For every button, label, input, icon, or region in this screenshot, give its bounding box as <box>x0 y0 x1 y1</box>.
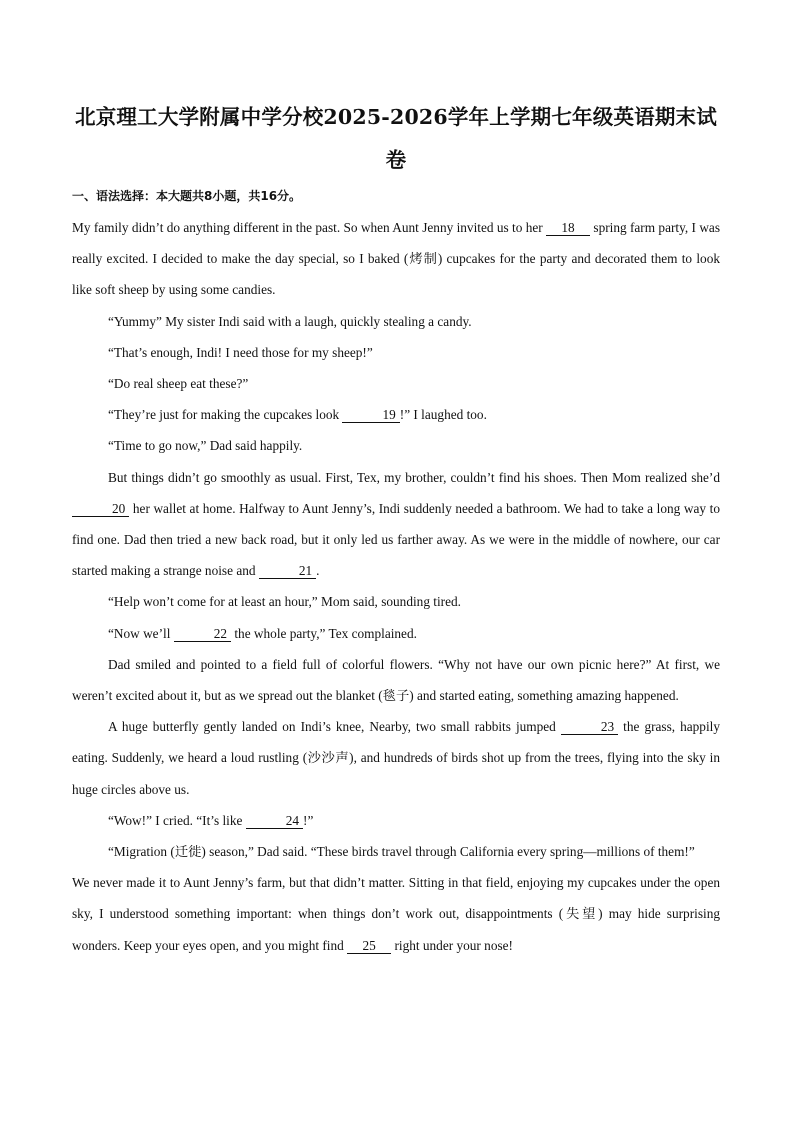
passage-paragraph <box>72 399 720 430</box>
answer-blank-18: 18 <box>546 220 590 236</box>
paragraph-text: the grass, happily eating. Suddenly, we heard a loud rustling (沙沙声), and hundreds of birds shot up from the trees, flying into the sky in huge circles above us. <box>72 719 720 797</box>
paragraph-text: . <box>316 563 320 579</box>
passage-paragraph <box>72 212 720 306</box>
answer-blank-24: 24 <box>246 813 303 829</box>
paragraph-text: My family didn’t do anything different in the past. So when Aunt Jenny invited us to her <box>72 220 547 235</box>
paragraph-text: “Now we’ll <box>108 625 174 641</box>
paragraph-text: right under your nose! <box>391 937 513 953</box>
paragraph-text: !” I laughed too. <box>399 407 487 423</box>
answer-blank-19: 19 <box>342 407 399 423</box>
paragraph-text: But things didn’t go smoothly as usual. First, Tex, my brother, couldn’t find his shoes. Then Mom realized she’d <box>108 469 720 485</box>
paragraph-text: the whole party,” Tex complained. <box>231 625 417 641</box>
answer-blank-21: 21 <box>259 563 316 579</box>
passage-paragraph <box>72 368 720 399</box>
paragraph-text: “That’s enough, Indi! I need those for my sheep!” <box>108 344 373 360</box>
exam-title: 北京理工大学附属中学分校2025-2026学年上学期七年级英语期末试卷 <box>75 105 717 172</box>
paragraph-text: her wallet at home. Halfway to Aunt Jenny’s, Indi suddenly needed a bathroom. We had to take a long way to find one. Dad then tried a new back road, but it only led us farther away. As we were in the middle of nowhere, our car started making a strange noise and <box>72 500 720 579</box>
passage-paragraph <box>72 711 720 805</box>
passage-paragraph <box>72 462 720 587</box>
paragraph-text: “Time to go now,” Dad said happily. <box>108 438 303 454</box>
answer-blank-22: 22 <box>174 626 231 642</box>
paragraph-text: “Wow!” I cried. “It’s like <box>108 812 246 828</box>
paragraph-text: “Help won’t come for at least an hour,” Mom said, sounding tired. <box>108 594 461 610</box>
paragraph-text: “Migration (迁徙) season,” Dad said. “These birds travel through California every spring—millions of them!” <box>108 844 695 860</box>
paragraph-text: We never made it to Aunt Jenny’s farm, but that didn’t matter. Sitting in that field, enjoying my cupcakes under the open sky, I understood something important: when things don’t work out, disappointments (失望) may hide surprising wonders. Keep your eyes open, and you might find <box>72 875 720 953</box>
answer-blank-23: 23 <box>561 719 618 735</box>
passage-paragraph <box>72 586 720 617</box>
passage-paragraph <box>72 649 720 711</box>
passage-paragraph <box>72 337 720 368</box>
passage-paragraph <box>72 867 720 961</box>
paragraph-text: “Do real sheep eat these?” <box>108 376 249 392</box>
passage-paragraph <box>72 836 720 867</box>
passage-paragraph <box>72 805 720 836</box>
answer-blank-25: 25 <box>347 938 391 954</box>
passage <box>72 212 720 961</box>
paragraph-text: “They’re just for making the cupcakes look <box>108 407 343 423</box>
section-heading: 一、语法选择：本大题共8小题，共16分。 <box>72 189 302 203</box>
paragraph-text: !” <box>303 812 314 828</box>
paragraph-text: “Yummy” My sister Indi said with a laugh, quickly stealing a candy. <box>108 313 472 329</box>
document-page <box>72 96 720 961</box>
passage-paragraph <box>72 306 720 337</box>
paragraph-text: A huge butterfly gently landed on Indi’s knee, Nearby, two small rabbits jumped <box>108 719 561 735</box>
passage-paragraph <box>72 618 720 649</box>
paragraph-text: Dad smiled and pointed to a field full of colorful flowers. “Why not have our own picnic here?” At first, we weren’t excited about it, but as we spread out the blanket (毯子) and started eating, something amazing happened. <box>72 656 720 704</box>
passage-paragraph <box>72 430 720 461</box>
paragraph-text: spring farm party, I was really excited. I decided to make the day special, so I baked (烤制) cupcakes for the party and decorated them to look like soft sheep by using some candies. <box>72 220 720 298</box>
answer-blank-20: 20 <box>72 501 129 517</box>
